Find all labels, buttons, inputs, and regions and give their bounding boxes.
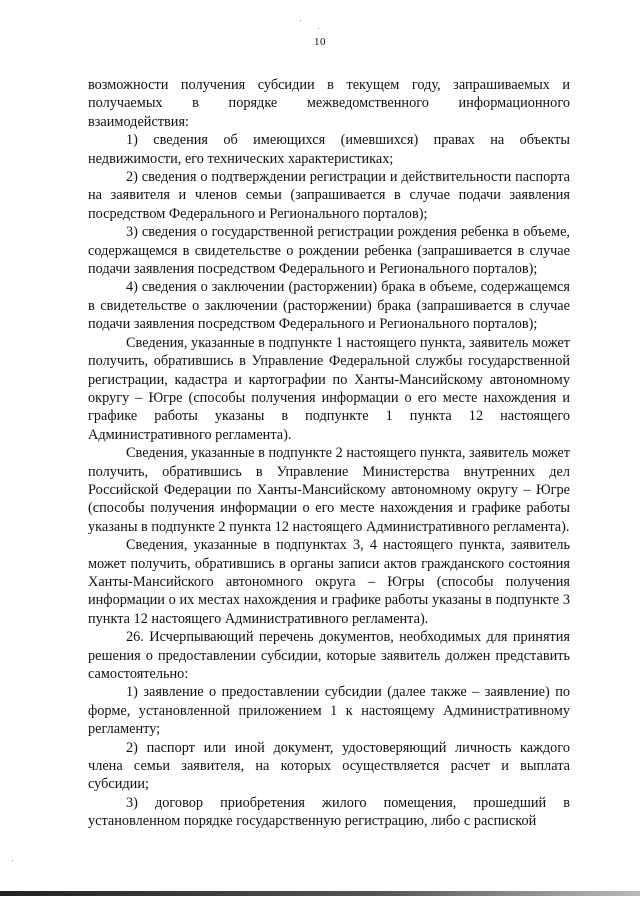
page-number: 10	[314, 36, 326, 48]
scan-speck	[300, 20, 301, 21]
paragraph-doc-3: 3) договор приобретения жилого помещения, прошедший в установленном порядке государственную регистрацию, либо с распиской	[88, 794, 570, 830]
paragraph-item-2: 2) сведения о подтверждении регистрации и действительности паспорта на заявителя и членов семьи (запрашивается в случае подачи заявления посредством Федерального и Регионального порталов);	[88, 169, 570, 222]
scan-speck	[318, 28, 319, 29]
paragraph-info-3-4: Сведения, указанные в подпунктах 3, 4 настоящего пункта, заявитель может получить, обратившись в органы записи актов гражданского состояния Ханты-Мансийского автономного округа – Югры (способы получения информации о их местах нахождения и графике работы указаны в подпункте 3 пункта 12 настоящего Административного регламента).	[88, 537, 570, 627]
paragraph-info-2: Сведения, указанные в подпункте 2 настоящего пункта, заявитель может получить, обратившись в Управление Министерства внутренних дел Российской Федерации по Ханты-Мансийскому автономному округу – Югре (способы получения информации о его месте нахождения и графике работы указаны в подпункте 2 пункта 12 настоящего Административного регламента).	[88, 445, 570, 535]
scan-edge-line	[0, 891, 640, 896]
document-body	[88, 76, 570, 831]
paragraph-info-1: Сведения, указанные в подпункте 1 настоящего пункта, заявитель может получить, обратившись в Управление Федеральной службы государственной регистрации, кадастра и картографии по Ханты-Мансийскому автономному округу – Югре (способы получения информации о его месте нахождения и графике работы указаны в подпункте 1 пункта 12 настоящего Административного регламента).	[88, 334, 570, 443]
paragraph-doc-2: 2) паспорт или иной документ, удостоверяющий личность каждого члена семьи заявителя, на которых осуществляется расчет и выплата субсидии;	[88, 739, 570, 793]
paragraph-item-3: 3) сведения о государственной регистрации рождения ребенка в объеме, содержащемся в свидетельстве о рождении ребенка (запрашивается в случае подачи заявления посредством Федерального и Регионального порталов);	[88, 224, 570, 278]
paragraph-item-1: 1) сведения об имеющихся (имевшихся) правах на объекты недвижимости, его технических характеристиках;	[88, 132, 570, 167]
scan-speck	[12, 860, 13, 861]
paragraph-continuation: возможности получения субсидии в текущем году, запрашиваемых и получаемых в порядке межведомственного информационного взаимодействия:	[88, 77, 570, 130]
paragraph-doc-1: 1) заявление о предоставлении субсидии (далее также – заявление) по форме, установленной приложением 1 к настоящему Административному регламенту;	[88, 684, 570, 738]
paragraph-item-4: 4) сведения о заключении (расторжении) брака в объеме, содержащемся в свидетельстве о заключении (расторжении) брака (запрашивается в случае подачи заявления посредством Федерального и Регионального порталов);	[88, 279, 570, 333]
paragraph-section-26: 26. Исчерпывающий перечень документов, необходимых для принятия решения о предоставлении субсидии, которые заявитель должен представить самостоятельно:	[88, 629, 570, 682]
